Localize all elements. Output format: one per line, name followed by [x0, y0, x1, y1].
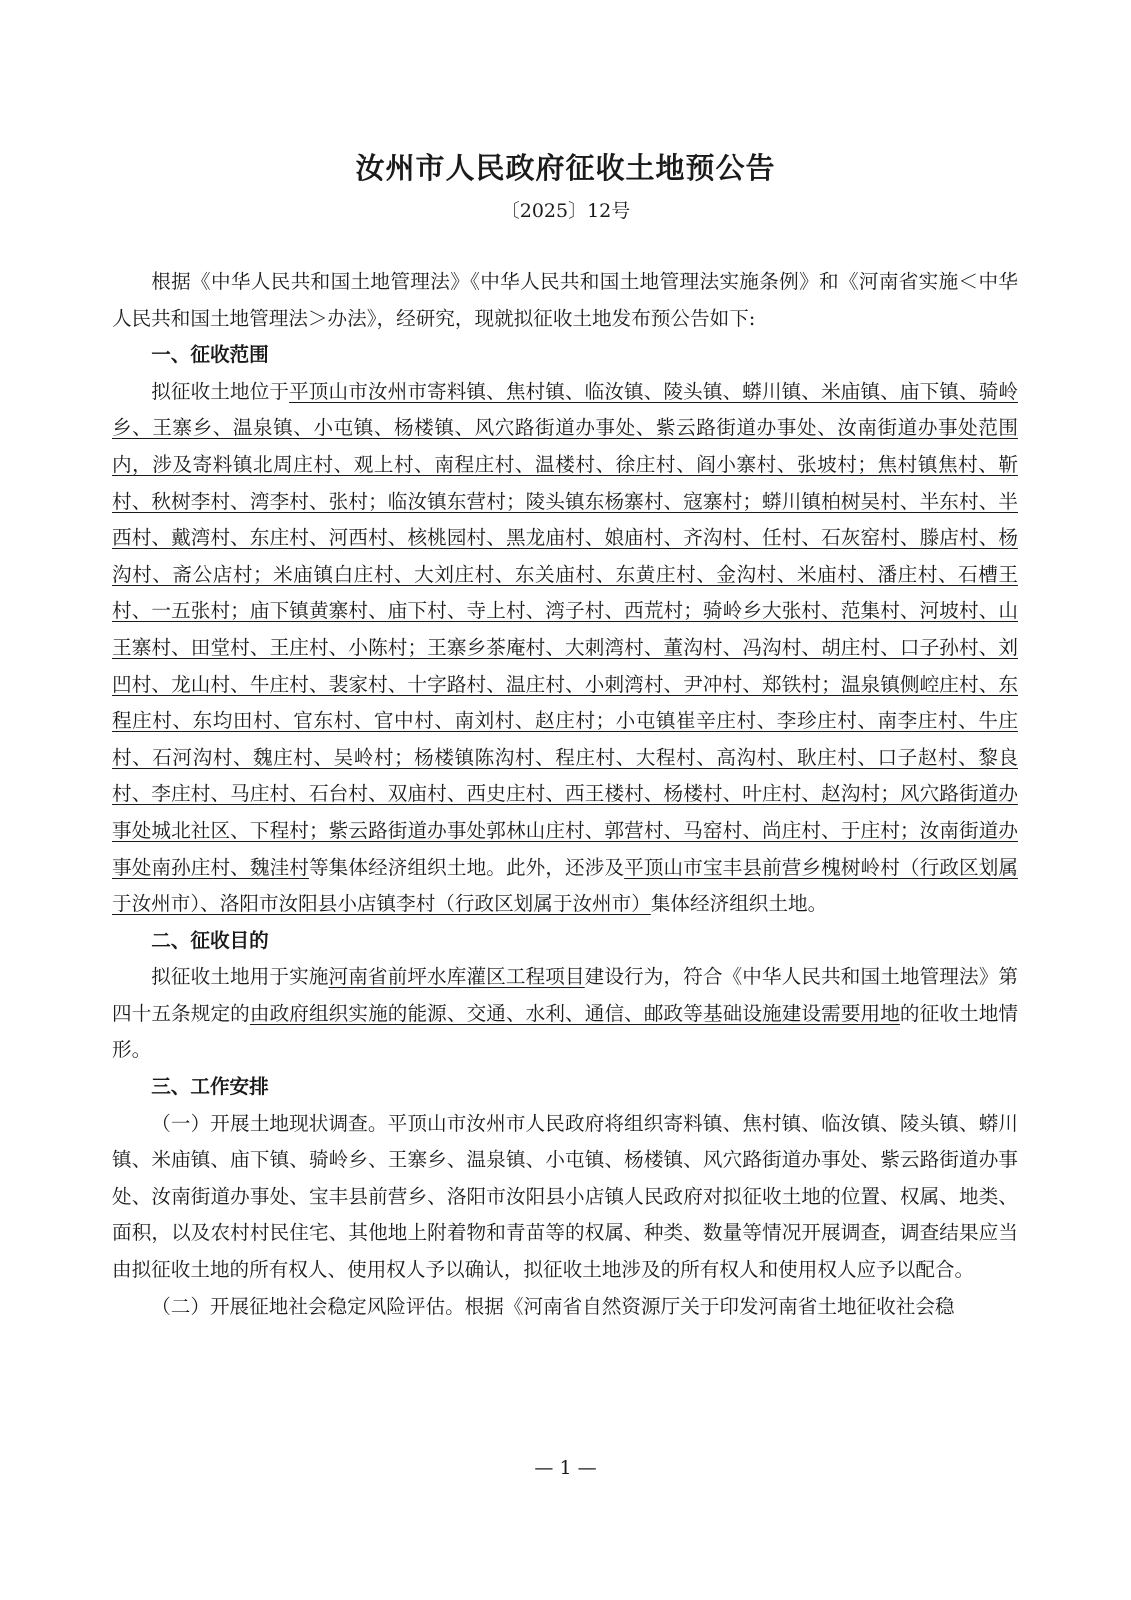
scope-lead-text: 拟征收土地位于: [151, 379, 290, 403]
section-heading-arrangement: 三、工作安排: [151, 1075, 269, 1099]
document-body: [112, 264, 1018, 1325]
purpose-project-underlined: 河南省前坪水库灌区工程项目: [328, 965, 585, 989]
purpose-paragraph: [112, 959, 1018, 1069]
purpose-category-underlined: 由政府组织实施的能源、交通、水利、通信、邮政等基础设施建设需要用地: [249, 1001, 900, 1025]
scope-paragraph: [112, 374, 1018, 923]
arrangement-item-2: （二）开展征地社会稳定风险评估。根据《河南省自然资源厅关于印发河南省土地征收社会稳: [151, 1294, 955, 1318]
page-number: — 1 —: [534, 1457, 597, 1479]
section-heading-purpose: 二、征收目的: [151, 928, 269, 952]
scope-mid-text: 等集体经济组织土地。此外，还涉及: [308, 855, 625, 879]
arrangement-item-1: （一）开展土地现状调查。平顶山市汝州市人民政府将组织寄料镇、焦村镇、临汝镇、陵头镇、蟒川镇、米庙镇、庙下镇、骑岭乡、王寨乡、温泉镇、小屯镇、杨楼镇、风穴路街道办事处、紫云路街道办事处、汝南街道办事处、宝丰县前营乡、洛阳市汝阳县小店镇人民政府对拟征收土地的位置、权属、地类、面积，以及农村村民住宅、其他地上附着物和青苗等的权属、种类、数量等情况开展调查，调查结果应当由拟征收土地的所有权人、使用权人予以确认，拟征收土地涉及的所有权人和使用权人应予以配合。: [112, 1111, 1018, 1282]
document-number: 〔2025〕12号: [500, 200, 631, 222]
document-title: 汝州市人民政府征收土地预公告: [355, 151, 776, 185]
scope-location-underlined: 平顶山市汝州市寄料镇、焦村镇、临汝镇、陵头镇、蟒川镇、米庙镇、庙下镇、骑岭乡、王寨乡、温泉镇、小屯镇、杨楼镇、风穴路街道办事处、紫云路街道办事处、汝南街道办事处范围内，涉及寄料镇北周庄村、观上村、南程庄村、温楼村、徐庄村、阎小寨村、张坡村；焦村镇焦村、靳村、秋树李村、湾李村、张村；临汝镇东营村；陵头镇东杨寨村、寇寨村；蟒川镇柏树吴村、半东村、半西村、戴湾村、东庄村、河西村、核桃园村、黑龙庙村、娘庙村、齐沟村、任村、石灰窑村、滕店村、杨沟村、斋公店村；米庙镇白庄村、大刘庄村、东关庙村、东黄庄村、金沟村、米庙村、潘庄村、石槽王村、一五张村；庙下镇黄寨村、庙下村、寺上村、湾子村、西荒村；骑岭乡大张村、范集村、河坡村、山王寨村、田堂村、王庄村、小陈村；王寨乡茶庵村、大刺湾村、董沟村、冯沟村、胡庄村、口子孙村、刘凹村、龙山村、牛庄村、裴家村、十字路村、温庄村、小刺湾村、尹冲村、郑铁村；温泉镇侧崆庄村、东程庄村、东均田村、官东村、官中村、南刘村、赵庄村；小屯镇崔辛庄村、李珍庄村、南李庄村、牛庄村、石河沟村、魏庄村、吴岭村；杨楼镇陈沟村、程庄村、大程村、高沟村、耿庄村、口子赵村、黎良村、李庄村、马庄村、石台村、双庙村、西史庄村、西王楼村、杨楼村、叶庄村、赵沟村；风穴路街道办事处城北社区、下程村；紫云路街道办事处郭林山庄村、郭营村、马窑村、尚庄村、于庄村；汝南街道办事处南孙庄村、魏洼村: [112, 379, 1019, 879]
intro-paragraph: 根据《中华人民共和国土地管理法》《中华人民共和国土地管理法实施条例》和《河南省实施＜中华人民共和国土地管理法＞办法》，经研究，现就拟征收土地发布预公告如下:: [112, 270, 1018, 330]
section-heading-scope: 一、征收范围: [151, 343, 269, 367]
purpose-tail-text: 的征收土地情形。: [112, 1001, 1019, 1062]
scope-extra-underlined: 平顶山市宝丰县前营乡槐树岭村（行政区划属于汝州市）、洛阳市汝阳县小店镇李村（行政区划属于汝州市）: [112, 855, 1019, 916]
purpose-lead-text: 拟征收土地用于实施: [151, 965, 329, 989]
purpose-mid-text: 建设行为，符合《中华人民共和国土地管理法》第四十五条规定的: [112, 965, 1019, 1025]
scope-tail-text: 集体经济组织土地。: [650, 892, 828, 916]
